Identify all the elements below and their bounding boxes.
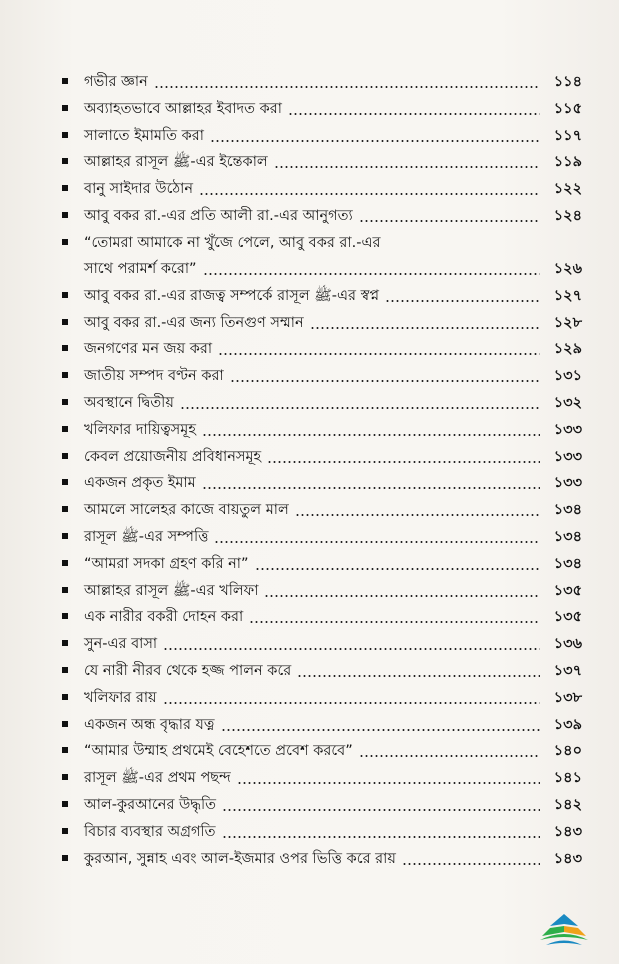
toc-entry <box>62 148 582 175</box>
toc-entry <box>62 711 582 738</box>
toc-entry <box>62 175 582 202</box>
toc-page: ১৪০ <box>553 743 582 760</box>
bullet-icon <box>62 132 68 138</box>
toc-page: ১৩৪ <box>553 528 582 545</box>
toc-title: সুন-এর বাসা <box>84 636 158 653</box>
dot-leader <box>202 434 540 436</box>
bullet-icon <box>62 453 68 459</box>
bullet-icon <box>62 533 68 539</box>
toc-title: রাসূল ﷺ-এর প্রথম পছন্দ <box>84 770 231 787</box>
bullet-icon <box>62 640 68 646</box>
toc-entry <box>62 764 582 791</box>
toc-title: “আমার উম্মাহ প্রথমেই বেহেশতে প্রবেশ করবে” <box>84 743 353 760</box>
bullet-icon <box>62 721 68 727</box>
toc-title: জাতীয় সম্পদ বণ্টন করা <box>84 368 224 385</box>
toc-title: অবস্থানে দ্বিতীয় <box>84 394 174 411</box>
toc-title: আবু বকর রা.-এর রাজত্ব সম্পর্কে রাসূল ﷺ-এর স্বপ্ন <box>84 287 379 304</box>
bullet-icon <box>62 747 68 753</box>
toc-page: ১৩৬ <box>553 636 582 653</box>
dot-leader <box>230 380 540 382</box>
bullet-icon <box>62 319 68 325</box>
dot-leader <box>214 541 540 543</box>
toc-entry <box>62 362 582 389</box>
bullet-icon <box>62 801 68 807</box>
toc-title: বিচার ব্যবস্থার অগ্রগতি <box>84 823 216 840</box>
dot-leader <box>267 461 540 463</box>
dot-leader <box>385 300 540 302</box>
bullet-icon <box>62 399 68 405</box>
bullet-icon <box>62 694 68 700</box>
toc-title: আল্লাহর রাসূল ﷺ-এর ইন্তেকাল <box>84 154 268 171</box>
toc-title: খলিফার দায়িত্বসমূহ <box>84 421 196 438</box>
toc-title: “তোমরা আমাকে না খুঁজে পেলে, আবু বকর রা.-এর <box>84 234 381 251</box>
toc-page: ১৩৮ <box>553 689 582 706</box>
bullet-icon <box>62 828 68 834</box>
bullet-icon <box>62 560 68 566</box>
bullet-icon <box>62 372 68 378</box>
toc-entry <box>62 309 582 336</box>
toc-page: ১২৬ <box>553 260 582 277</box>
toc-entry <box>62 657 582 684</box>
dot-leader <box>203 273 540 275</box>
dot-leader <box>180 407 540 409</box>
bullet-icon <box>62 292 68 298</box>
toc-entry <box>62 282 582 309</box>
toc-page: ১৩৩ <box>553 475 582 492</box>
dot-leader <box>202 487 540 489</box>
toc-page: ১২২ <box>553 181 582 198</box>
toc-title: রাসূল ﷺ-এর সম্পত্তি <box>84 528 209 545</box>
toc-page: ১২৪ <box>553 207 582 224</box>
publisher-logo-icon <box>536 910 592 950</box>
bullet-icon <box>62 105 68 111</box>
toc-entry <box>62 469 582 496</box>
toc-entry <box>62 68 582 95</box>
dot-leader <box>222 836 540 838</box>
dot-leader <box>210 140 540 142</box>
bullet-icon <box>62 855 68 861</box>
dot-leader <box>297 675 540 677</box>
dot-leader <box>163 648 540 650</box>
toc-entry <box>62 603 582 630</box>
toc-page: ১১৫ <box>553 100 582 117</box>
toc-entry <box>62 523 582 550</box>
toc-title: একজন প্রকৃত ইমাম <box>84 475 196 492</box>
toc-entry <box>62 577 582 604</box>
bullet-icon <box>62 212 68 218</box>
bullet-icon <box>62 158 68 164</box>
toc-page: ১৩৫ <box>553 582 582 599</box>
toc-page: ১২৭ <box>553 287 582 304</box>
dot-leader <box>274 166 540 168</box>
toc-title: যে নারী নীরব থেকে হজ্জ পালন করে <box>84 662 292 679</box>
toc-title: এক নারীর বকরী দোহন করা <box>84 609 244 626</box>
dot-leader <box>222 809 540 811</box>
bullet-icon <box>62 479 68 485</box>
toc-title: খলিফার রায় <box>84 689 157 706</box>
toc-entry <box>62 416 582 443</box>
dot-leader <box>221 729 540 731</box>
toc-page: ১২৮ <box>553 314 582 331</box>
dot-leader <box>264 595 540 597</box>
toc-title: আল-কুরআনের উদ্ধৃতি <box>84 796 217 813</box>
dot-leader <box>249 621 540 623</box>
toc-entry <box>62 845 582 872</box>
toc-title: একজন অন্ধ বৃদ্ধার যত্ন <box>84 716 215 733</box>
toc-entry <box>62 630 582 657</box>
toc-entry <box>62 496 582 523</box>
dot-leader <box>255 568 540 570</box>
toc-entry <box>62 684 582 711</box>
toc-page: ১৩৯ <box>553 716 582 733</box>
toc-entry <box>62 229 582 282</box>
toc-title: আবু বকর রা.-এর প্রতি আলী রা.-এর আনুগত্য <box>84 207 353 224</box>
toc-entry <box>62 202 582 229</box>
toc-page: ১৪২ <box>553 796 582 813</box>
bullet-icon <box>62 239 68 245</box>
toc-title: আমলে সালেহর কাজে বায়তুল মাল <box>84 502 289 519</box>
toc-page: ১৩১ <box>553 368 582 385</box>
bullet-icon <box>62 587 68 593</box>
toc-title-continued: সাথে পরামর্শ করো” <box>84 260 197 277</box>
dot-leader <box>154 86 540 88</box>
toc-entry <box>62 818 582 845</box>
toc-page: ১৩৩ <box>553 421 582 438</box>
toc-page: ১৪৩ <box>553 850 582 867</box>
dot-leader <box>359 755 540 757</box>
toc-page: ১৩৫ <box>553 609 582 626</box>
toc-page: ১৩৩ <box>553 448 582 465</box>
toc-entry <box>62 95 582 122</box>
toc-page: ১৩২ <box>553 394 582 411</box>
toc-page: ১১৯ <box>553 154 582 171</box>
bullet-icon <box>62 506 68 512</box>
dot-leader <box>163 702 540 704</box>
toc-page: ১৪৩ <box>553 823 582 840</box>
toc-page: ১৩৪ <box>553 555 582 572</box>
table-of-contents <box>62 68 582 871</box>
toc-title: গভীর জ্ঞান <box>84 74 148 90</box>
toc-title: কেবল প্রয়োজনীয় প্রবিধানসমূহ <box>84 448 262 465</box>
toc-title: অব্যাহতভাবে আল্লাহর ইবাদত করা <box>84 100 282 117</box>
bullet-icon <box>62 667 68 673</box>
toc-title: “আমরা সদকা গ্রহণ করি না” <box>84 555 249 572</box>
toc-title: বানু সাইদার উঠোন <box>84 181 194 198</box>
dot-leader <box>402 863 540 865</box>
toc-title: জনগণের মন জয় করা <box>84 341 213 358</box>
toc-title: আবু বকর রা.-এর জন্য তিনগুণ সম্মান <box>84 314 304 331</box>
toc-page: ১২৯ <box>553 341 582 358</box>
toc-page: ১৩৪ <box>553 502 582 519</box>
toc-entry <box>62 550 582 577</box>
toc-page: ১১৭ <box>553 127 582 144</box>
bullet-icon <box>62 78 68 84</box>
toc-entry <box>62 122 582 149</box>
bullet-icon <box>62 426 68 432</box>
dot-leader <box>295 514 540 516</box>
dot-leader <box>288 113 540 115</box>
toc-page: ১১৪ <box>553 74 582 90</box>
dot-leader <box>218 353 540 355</box>
dot-leader <box>237 782 540 784</box>
bullet-icon <box>62 613 68 619</box>
toc-title: আল্লাহর রাসূল ﷺ-এর খলিফা <box>84 582 259 599</box>
bullet-icon <box>62 774 68 780</box>
toc-entry <box>62 389 582 416</box>
toc-entry <box>62 791 582 818</box>
toc-page: ১৩৭ <box>553 662 582 679</box>
toc-entry <box>62 737 582 764</box>
toc-entry <box>62 443 582 470</box>
toc-title: কুরআন, সুন্নাহ এবং আল-ইজমার ওপর ভিত্তি করে রায় <box>84 850 396 867</box>
dot-leader <box>310 327 540 329</box>
toc-page: ১৪১ <box>553 770 582 787</box>
bullet-icon <box>62 185 68 191</box>
dot-leader <box>199 193 540 195</box>
toc-entry <box>62 335 582 362</box>
bullet-icon <box>62 345 68 351</box>
toc-title: সালাতে ইমামতি করা <box>84 127 204 144</box>
dot-leader <box>359 220 540 222</box>
